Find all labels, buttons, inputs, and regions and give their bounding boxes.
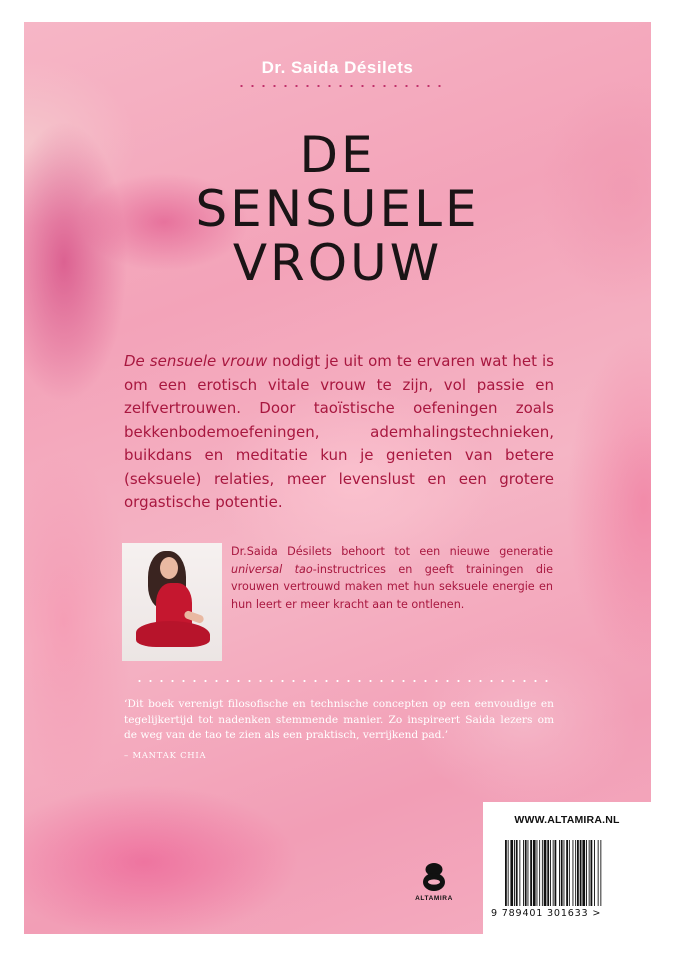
barcode-bar <box>580 840 582 906</box>
barcode-bar <box>537 840 538 906</box>
author-photo <box>122 543 222 661</box>
dotted-divider-top <box>236 85 442 87</box>
barcode-bar <box>594 840 595 906</box>
title-line-2: SENSUELE <box>195 180 480 238</box>
barcode-bar <box>577 840 579 906</box>
bio-text-2: -instructrices en geeft trainingen die vrouwen vertrouwd maken met hun seksuele energie en hun leert er meer kracht aan te ontlenen. <box>231 562 554 611</box>
barcode-panel <box>483 802 651 934</box>
barcode-bar <box>525 840 527 906</box>
dotted-divider-middle <box>134 680 554 682</box>
barcode-bar <box>573 840 574 906</box>
isbn-digits: 9 789401 301633 <box>491 908 589 919</box>
barcode-bar <box>510 840 513 906</box>
isbn-number <box>491 908 647 919</box>
barcode-bar <box>582 840 585 906</box>
isbn-trailing-mark: > <box>592 908 602 919</box>
barcode-bar <box>564 840 565 906</box>
bio-text-italic: universal tao <box>231 562 313 576</box>
barcode-bar <box>519 840 520 906</box>
publisher-name: ALTAMIRA <box>415 895 453 902</box>
barcode-bar <box>559 840 560 906</box>
barcode-bar <box>598 840 599 906</box>
barcode-bar <box>553 840 554 906</box>
intro-text: nodigt je uit om te ervaren wat het is om een erotisch vitale vrouw te zijn, vol passie en zelfvertrouwen. Door taoïstische oefeningen zoals bekkenbodemoefeningen, ademhalingstechnieken, buikdans en meditatie kun je genieten van betere (seksuele) relaties, meer levenslust en een grotere orgastische potentie. <box>124 352 554 511</box>
barcode-bar <box>514 840 515 906</box>
barcode-bar <box>586 840 587 906</box>
book-title <box>24 128 651 290</box>
barcode-bar <box>516 840 518 906</box>
title-line-1: DE <box>299 126 376 184</box>
barcode-bar <box>530 840 532 906</box>
barcode-bar <box>550 840 551 906</box>
publisher-website: WWW.ALTAMIRA.NL <box>514 814 620 826</box>
barcode-bar <box>547 840 549 906</box>
publisher-logo <box>404 862 464 902</box>
barcode-bar <box>555 840 557 906</box>
bio-text-1: Dr.Saida Désilets behoort tot een nieuwe generatie <box>231 545 553 558</box>
barcode-bar <box>600 840 601 906</box>
endorsement-author: – MANTAK CHIA <box>124 750 207 760</box>
intro-paragraph <box>124 350 554 515</box>
barcode-bar <box>528 840 529 906</box>
barcode-bar <box>533 840 536 906</box>
title-line-3: VROUW <box>232 234 443 292</box>
author-name: Dr. Saida Désilets <box>261 58 414 77</box>
barcode-bar <box>542 840 543 906</box>
barcode-bar <box>523 840 524 906</box>
barcode-bar <box>539 840 540 906</box>
intro-book-title: De sensuele vrouw <box>124 352 268 370</box>
barcode-bar <box>591 840 593 906</box>
barcode-bar <box>505 840 507 906</box>
barcode-bar <box>575 840 576 906</box>
barcode-bar <box>508 840 509 906</box>
barcode-bar <box>561 840 563 906</box>
barcode-bar <box>566 840 568 906</box>
altamira-logo-icon <box>421 862 447 892</box>
barcode-bar <box>544 840 547 906</box>
endorsement-quote: ‘Dit boek verenigt filosofische en technische concepten op een eenvoudige en tegelijkertijd tot nadenken stemmende manier. Zo inspireert Saida lezers om de weg van de tao te zien als een praktisch, verrijkend pad.’ <box>124 698 554 741</box>
back-cover <box>24 22 651 934</box>
author-bio <box>231 543 553 613</box>
isbn-barcode <box>503 840 635 906</box>
barcode-bar <box>589 840 590 906</box>
barcode-bar <box>569 840 570 906</box>
